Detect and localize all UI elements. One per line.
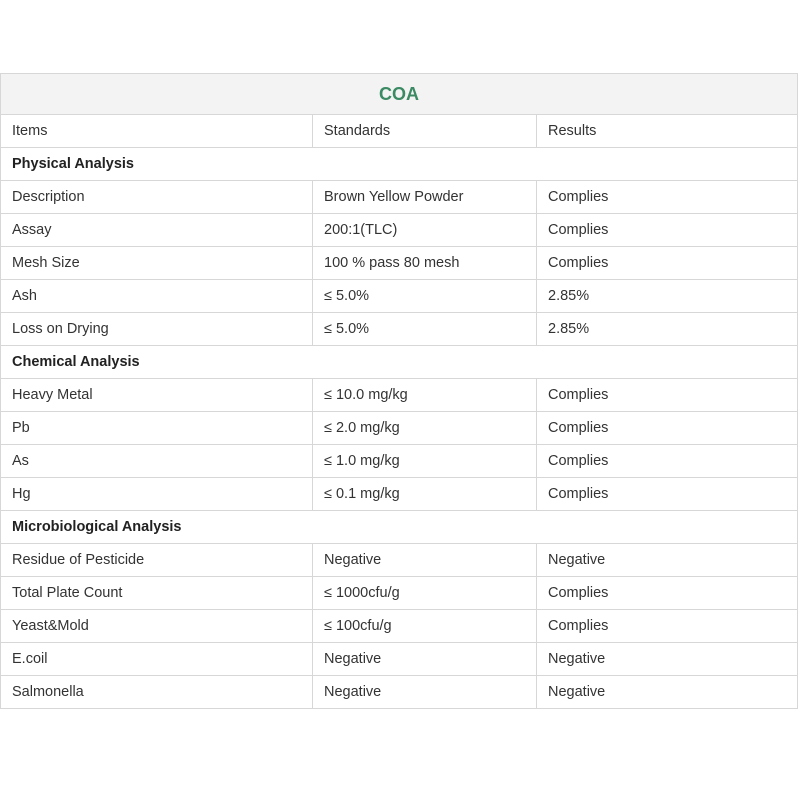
item-cell: Assay <box>1 214 313 247</box>
header-items: Items <box>1 115 313 148</box>
table-row <box>1 610 798 643</box>
table-body <box>1 148 798 709</box>
result-cell: Negative <box>537 676 798 709</box>
item-cell: Loss on Drying <box>1 313 313 346</box>
table-row <box>1 181 798 214</box>
standard-cell: Negative <box>313 676 537 709</box>
item-cell: Yeast&Mold <box>1 610 313 643</box>
result-cell: Negative <box>537 643 798 676</box>
standard-cell: ≤ 5.0% <box>313 280 537 313</box>
standard-cell: ≤ 1000cfu/g <box>313 577 537 610</box>
result-cell: Complies <box>537 478 798 511</box>
standard-cell: 100 % pass 80 mesh <box>313 247 537 280</box>
standard-cell: ≤ 1.0 mg/kg <box>313 445 537 478</box>
standard-cell: ≤ 2.0 mg/kg <box>313 412 537 445</box>
item-cell: Total Plate Count <box>1 577 313 610</box>
table-row <box>1 313 798 346</box>
header-row <box>1 115 798 148</box>
section-heading: Microbiological Analysis <box>1 511 798 544</box>
table-row <box>1 577 798 610</box>
item-cell: Pb <box>1 412 313 445</box>
standard-cell: ≤ 5.0% <box>313 313 537 346</box>
table-head <box>1 74 798 148</box>
item-cell: Heavy Metal <box>1 379 313 412</box>
section-row <box>1 148 798 181</box>
table-row <box>1 544 798 577</box>
table-row <box>1 412 798 445</box>
item-cell: Residue of Pesticide <box>1 544 313 577</box>
table-row <box>1 478 798 511</box>
item-cell: Mesh Size <box>1 247 313 280</box>
section-heading: Chemical Analysis <box>1 346 798 379</box>
standard-cell: Negative <box>313 643 537 676</box>
standard-cell: ≤ 10.0 mg/kg <box>313 379 537 412</box>
section-row <box>1 346 798 379</box>
result-cell: Complies <box>537 577 798 610</box>
result-cell: Complies <box>537 214 798 247</box>
section-row <box>1 511 798 544</box>
result-cell: 2.85% <box>537 280 798 313</box>
item-cell: Ash <box>1 280 313 313</box>
result-cell: Complies <box>537 181 798 214</box>
standard-cell: Negative <box>313 544 537 577</box>
table-row <box>1 280 798 313</box>
table-row <box>1 214 798 247</box>
header-results: Results <box>537 115 798 148</box>
item-cell: As <box>1 445 313 478</box>
section-heading: Physical Analysis <box>1 148 798 181</box>
result-cell: Negative <box>537 544 798 577</box>
result-cell: Complies <box>537 247 798 280</box>
result-cell: 2.85% <box>537 313 798 346</box>
table-title: COA <box>1 74 798 115</box>
table-row <box>1 247 798 280</box>
item-cell: Hg <box>1 478 313 511</box>
title-row <box>1 74 798 115</box>
standard-cell: ≤ 100cfu/g <box>313 610 537 643</box>
item-cell: Description <box>1 181 313 214</box>
header-standards: Standards <box>313 115 537 148</box>
result-cell: Complies <box>537 610 798 643</box>
coa-table <box>0 73 798 709</box>
table-row <box>1 643 798 676</box>
item-cell: Salmonella <box>1 676 313 709</box>
result-cell: Complies <box>537 445 798 478</box>
result-cell: Complies <box>537 379 798 412</box>
table-row <box>1 445 798 478</box>
item-cell: E.coil <box>1 643 313 676</box>
result-cell: Complies <box>537 412 798 445</box>
standard-cell: Brown Yellow Powder <box>313 181 537 214</box>
table-row <box>1 379 798 412</box>
table-row <box>1 676 798 709</box>
standard-cell: ≤ 0.1 mg/kg <box>313 478 537 511</box>
standard-cell: 200:1(TLC) <box>313 214 537 247</box>
